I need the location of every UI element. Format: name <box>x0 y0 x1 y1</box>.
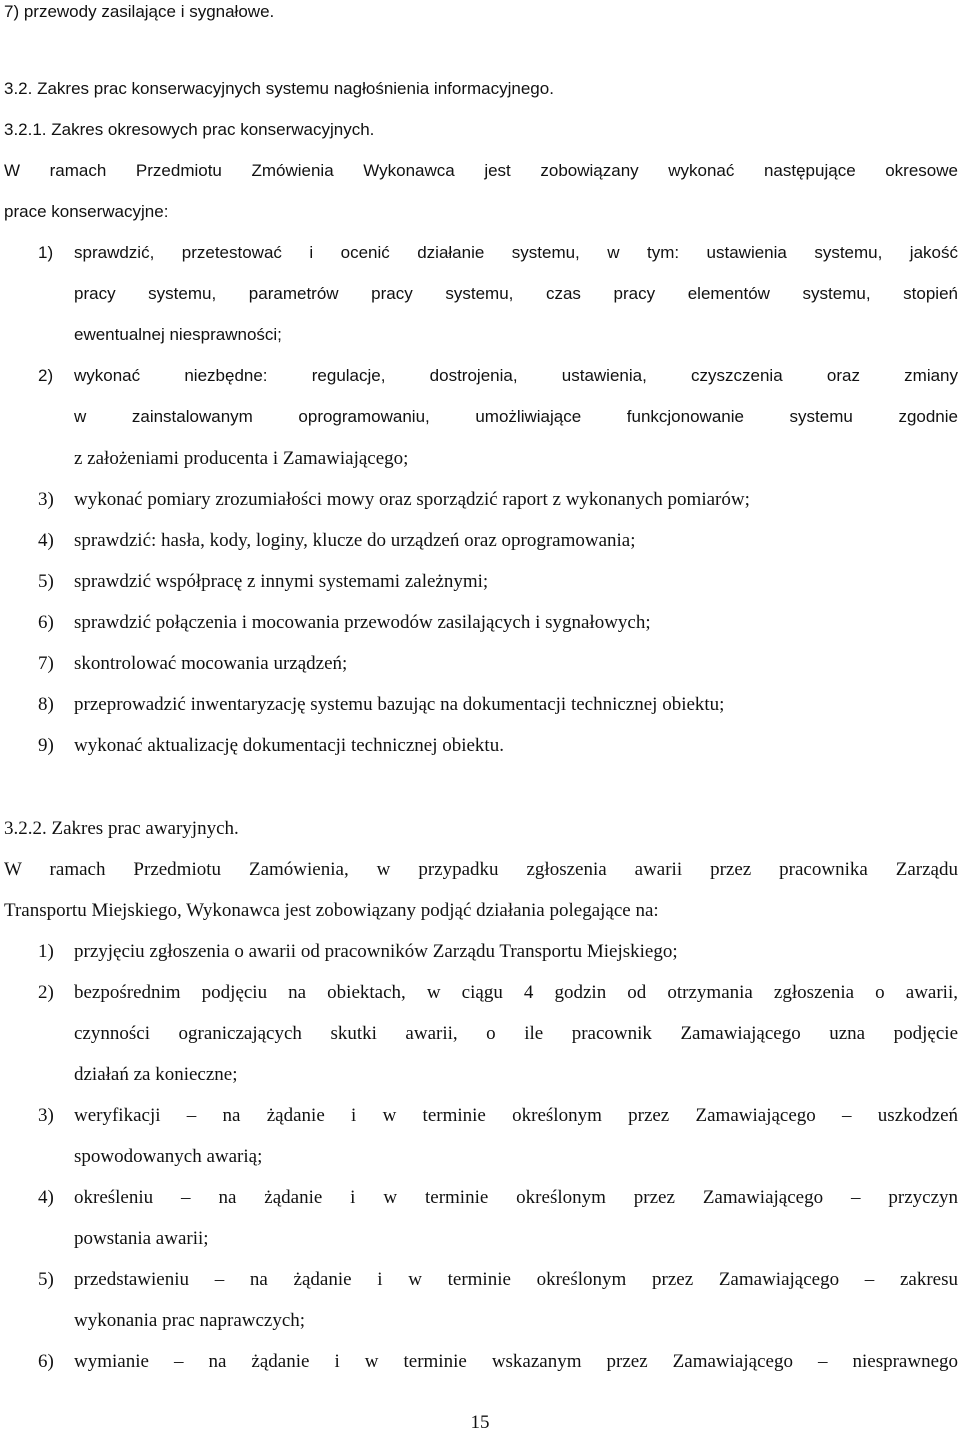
intro-paragraph-line: W ramach Przedmiotu Zamówienia, w przypadku zgłoszenia awarii przez pracownika Zarządu <box>4 859 958 880</box>
list-item-number: 4) <box>38 1187 54 1208</box>
list-item-number: 8) <box>38 694 54 715</box>
list-item-number: 7) <box>38 653 54 674</box>
list-item-text: ewentualnej niesprawności; <box>74 325 282 344</box>
list-item-text: przeprowadzić inwentaryzację systemu bazując na dokumentacji technicznej obiektu; <box>74 694 725 715</box>
list-item-text: wymianie – na żądanie i w terminie wskazanym przez Zamawiającego – niesprawnego <box>74 1351 958 1372</box>
list-item-number: 2) <box>38 366 54 385</box>
list-item-text: w zainstalowanym oprogramowaniu, umożliwiające funkcjonowanie systemu zgodnie <box>74 407 958 426</box>
list-item-text: wykonać pomiary zrozumiałości mowy oraz sporządzić raport z wykonanych pomiarów; <box>74 489 750 510</box>
list-item-text: określeniu – na żądanie i w terminie określonym przez Zamawiającego – przyczyn <box>74 1187 958 1208</box>
list-item-header: 7) przewody zasilające i sygnałowe. <box>4 2 275 21</box>
list-item-text: sprawdzić współpracę z innymi systemami zależnymi; <box>74 571 489 592</box>
list-item-number: 1) <box>38 243 54 262</box>
list-item-number: 5) <box>38 1269 54 1290</box>
list-item-number: 4) <box>38 530 54 551</box>
list-item-text: działań za konieczne; <box>74 1064 238 1085</box>
list-item-text: sprawdzić: hasła, kody, loginy, klucze do urządzeń oraz oprogramowania; <box>74 530 636 551</box>
list-item-text: wykonać aktualizację dokumentacji technicznej obiektu. <box>74 735 504 756</box>
list-item-text: wykonać niezbędne: regulacje, dostrojenia, ustawienia, czyszczenia oraz zmiany <box>74 366 958 385</box>
list-item-text: powstania awarii; <box>74 1228 209 1249</box>
list-item-text: skontrolować mocowania urządzeń; <box>74 653 348 674</box>
list-item-number: 3) <box>38 489 54 510</box>
list-item-text: z założeniami producenta i Zamawiającego; <box>74 448 409 469</box>
list-item-text: sprawdzić połączenia i mocowania przewodów zasilających i sygnałowych; <box>74 612 651 633</box>
list-item-number: 6) <box>38 612 54 633</box>
intro-paragraph-line: W ramach Przedmiotu Zmówienia Wykonawca jest zobowiązany wykonać następujące okresowe <box>4 161 958 180</box>
list-item-text: pracy systemu, parametrów pracy systemu, czas pracy elementów systemu, stopień <box>74 284 958 303</box>
section-heading: 3.2. Zakres prac konserwacyjnych systemu nagłośnienia informacyjnego. <box>4 79 554 98</box>
page-number: 15 <box>470 1412 490 1433</box>
list-item-text: czynności ograniczających skutki awarii, o ile pracownik Zamawiającego uzna podjęcie <box>74 1023 958 1044</box>
intro-paragraph-line: Transportu Miejskiego, Wykonawca jest zobowiązany podjąć działania polegające na: <box>4 900 659 921</box>
list-item-text: przedstawieniu – na żądanie i w terminie określonym przez Zamawiającego – zakresu <box>74 1269 958 1290</box>
list-item-number: 1) <box>38 941 54 962</box>
subsection-heading: 3.2.1. Zakres okresowych prac konserwacyjnych. <box>4 120 375 139</box>
list-item-number: 2) <box>38 982 54 1003</box>
list-item-number: 5) <box>38 571 54 592</box>
list-item-text: sprawdzić, przetestować i ocenić działanie systemu, w tym: ustawienia systemu, jakość <box>74 243 958 262</box>
list-item-number: 3) <box>38 1105 54 1126</box>
list-item-number: 6) <box>38 1351 54 1372</box>
list-item-number: 9) <box>38 735 54 756</box>
list-item-text: weryfikacji – na żądanie i w terminie określonym przez Zamawiającego – uszkodzeń <box>74 1105 958 1126</box>
list-item-text: przyjęciu zgłoszenia o awarii od pracowników Zarządu Transportu Miejskiego; <box>74 941 678 962</box>
list-item-text: wykonania prac naprawczych; <box>74 1310 306 1331</box>
subsection-heading: 3.2.2. Zakres prac awaryjnych. <box>4 818 239 839</box>
list-item-text: bezpośrednim podjęciu na obiektach, w ciągu 4 godzin od otrzymania zgłoszenia o awarii, <box>74 982 958 1003</box>
intro-paragraph-line: prace konserwacyjne: <box>4 202 169 221</box>
list-item-text: spowodowanych awarią; <box>74 1146 263 1167</box>
